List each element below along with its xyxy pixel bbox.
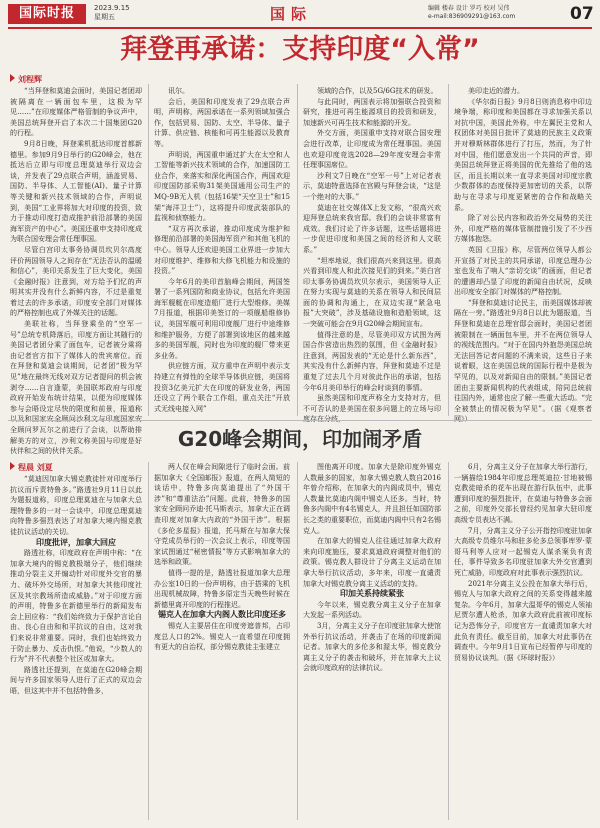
article2-column-2: [154, 462, 290, 820]
paragraph: 领域的合作，以及5G/6G技术的研发。: [317, 87, 438, 95]
credits-line-2: e-mail:836909291@163.com: [428, 13, 516, 20]
masthead: [8, 4, 592, 26]
masthead-rule: [8, 27, 592, 29]
paragraph: 2021年分离主义公投在加拿大举行后，锡克人与加拿大政府之间的关系变得越来越复杂。今年6月，加拿大温哥华的锡克人领袖尼贾尔遭人枪杀，加拿大政府此前被印度标记为恐怖分子，印度官方一直谴责加拿大对此负有责任。截至目前，加拿大对此事仍在调查中。今年9月1日宣布已经暂停与印度的贸易协议谈判。（据《环球时报》）: [454, 579, 592, 662]
byline-marker-icon: [10, 462, 15, 470]
byline-marker-icon: [10, 74, 15, 82]
paragraph: 两人仅在峰会间隙进行了临时会面。前据加拿大《全国邮报》报道，在两人简短的谈话中，特鲁多向莫迪提出了“外国干涉”和“尊重法治”问题。此前，特鲁多的国家安全顾问乔迪·托马斯表示，加拿大正在调查印度对加拿大内政的“外国干涉”。根据《多伦多星报》报道，托马斯在与加拿大保守党成员举行的一次会议上表示，印度等国家试图通过“秘密情报”等方式影响加拿大的选举和政策。: [154, 463, 290, 567]
article2-column-1: [10, 474, 142, 820]
article1-column-1: [10, 86, 142, 456]
paragraph: 在加拿大的锡克人往往通过加拿大政府来向印度施压，要求莫迪政府调整对他们的政策。锡克教人群设计了分离主义运动在加拿大举行抗议活动，多年来，印度一直谴责加拿大对锡克教分离主义活动的支持。: [303, 537, 441, 588]
article1-byline-text: 刘程辉: [18, 75, 42, 84]
paragraph: 值得一提的是，路透社报道加拿大总理办公室10日的一份声明称，由于搭乘的飞机出现机械故障，特鲁多原定当天晚些时候在新德里离开印度的行程推迟。: [154, 568, 290, 609]
paragraph: 沙利文7日晚在“空军一号”上对记者表示，莫迪特意选择在宫殿与拜登会谈，“这是一个绝对的大事。”: [303, 171, 441, 201]
paragraph: 英国《卫报》称，尽管两位领导人都公开宣扬了对民主的共同承诺，印度总理办公室也发布了响人“亲切交谈”的画面，但记者的遭遇却凸显了印度的新闻自由状况，反映出印度安全部门对媒体的严格控制。: [454, 245, 592, 297]
paragraph: 路透社还提到，在莫迪在G20峰会期间与许多国家领导人进行了正式的双边会晤，但这其中并不包括特鲁多，: [10, 665, 142, 695]
paragraph: “双方再次承诺，推动印度成为维护和修理前沿部署的美国海军资产和其他飞机的中心。领导人还欢迎美国工业界进一步加大对印度维护、维修和大修飞机能力和设施的投资。”: [154, 224, 290, 276]
paragraph: 除了对公民内容和政治外交局势的关注外，印度严格的媒体管制措施引发了不少西方媒体抱怨。: [454, 214, 592, 244]
article1-column-3: [303, 86, 441, 416]
article2-headline: G20峰会期间，印加闹矛盾: [177, 427, 423, 451]
paragraph: “莫迪因加拿大锡克教徒针对印度举行抗议而斥责特鲁多。”路透社9月11日以此为题报道称，印度总理莫迪在与加拿大总理特鲁多的一对一会谈中，印度总理莫迪向特鲁多强烈表达了对加拿大境内锡克教徒抗议活动的关切。: [10, 475, 142, 536]
column-divider: [297, 84, 298, 416]
section-title: 国际: [270, 5, 313, 23]
article2-column-4: [454, 462, 592, 820]
column-divider: [148, 84, 149, 416]
paragraph: 值得注意的是，尽管美印双方试图为两国合作营造出热烈的氛围，但《金融时报》注意到，两国发表的“无论是什么新东西”，其实没有什么新鲜内容，拜登和莫迪不过是重复了过去几个月对彼此作出的承诺，包括今年6月美印举行的峰会时谈到的事情。: [303, 330, 441, 392]
paragraph: 锡克人主要居住在印度旁遮普邦，占印度总人口的2%。锡克人一直希望在印度拥有更大的自治权，部分锡克教徒主张建立: [154, 621, 290, 652]
paragraph: “拜登和莫迪讨论民主，而美国媒体却被隔在一旁。”路透社9月8日以此为题报道，当拜登和莫迪在总理官邸会面时，美国记者团被限制在一辆面包车里，并不在两位领导人的视线范围内。“对于在国内外抱怨美国总统无法回答记者问题的不满来说，这些日子来说着眼，这在美国总统的国际行程中是极为罕见的，以及对新闻自由的限制。”美国记者团由主要新闻机构的代表组成，陪同总统前往国内外，通常也应了解一些重大活动。“完全被禁止的情况极为罕见”。（据《观察者: [454, 298, 592, 413]
paragraph: 会后，美国和印度发表了29点联合声明，声明称，两国承诺在一系列领域加强合作，包括贸易、国防、太空、半导体、量子计算、供应链、核能和可再生能源以及教育等。: [154, 97, 290, 148]
article2-byline-text: 程晨 刘夏: [18, 463, 53, 472]
article1-headline: 拜登再承诺：支持印度“入常”: [120, 34, 480, 65]
paragraph: 尽管白宫印太事务协调员坎贝尔高度评价两国领导人之间存在“无法否认的温暖和信心”，美印关系发生了巨大变化，美国《金融时报》注意到，对方给予们忆的声明其实并没有什么新鲜内容，不过是重复着过去的许多承诺，印度安全部门对媒体的严格控制也成了外媒关注的话题。: [10, 245, 142, 318]
paragraph: 《华尔街日报》9月8日则消息称中印边境争端，称印度和美国都在寻求加强关系以对抗中国，美国此外称，中左翼民主党和人权团体对美国日批评了莫迪的民族主义政策并对穆斯林群体进行了打压，然而，为了针对中国，他们愿意发出一个共同的声音，即美国总统拜登正将美国的优先推给了他的选区，而且长期以来一直寻求美国对印度宗教少数群体的态度保持更加密切的关系，以帮助与在寻求与印度更紧密的合作和战略关系。: [454, 97, 592, 212]
paragraph: 美联社称，当拜登乘坐的“空军一号”总统专机降落后，印度方面让其随行的美国记者团分乘了面包车，记者被分乘将由记者官方扣下了媒体人的贵宾席位。而在拜登和莫迪会谈期间，记者团“极为罕见”地在最终无线对双方记者提问的机会被剥夺……自言逢蒙，美国联邦政府与印度政府开始发布统计结果，以便为印度媒体参与会晤设定尽快的限度和前景，报道称 全顾问罗瓦尔之前进行了会谈，以帮助排解美方的对立，沙利文称美国与印度是好伙伴和之间的伙伴关系。: [10, 320, 142, 456]
paragraph: 今年以来，锡克教分离主义分子在加拿大发起一系列活动。: [303, 600, 441, 620]
article1-byline: [10, 74, 42, 85]
paragraph: 3月，分离主义分子在印度驻加拿大使馆外举行抗议活动，并袭击了在场的印度新闻记者。加拿大的多伦多和渥太华，锡克教分离主义分子的袭击和破坏，并在加拿大上议会就印度政府的法律抗议。: [303, 621, 441, 673]
column-divider: [297, 462, 298, 820]
subheading: 印加关系持续紧张: [340, 589, 404, 599]
subheading: 印度批评，加拿大回应: [36, 537, 116, 547]
paragraph: “坦率地说，我们很高兴来到这里。很高兴看到印度人和此次接见们的到来。”美白宫印太事务协调员坎贝尔表示，美国领导人正在努力实现与莫迪的关系在领导人和民间层面的协调和沟通上，在双边实现“紧急电报”大突破”，涉及基础设施和造船领域，这一突破可能会在9月G20峰会期间宣布。: [303, 256, 441, 329]
column-divider: [448, 84, 449, 416]
column-divider: [448, 462, 449, 820]
paragraph: 供应链方面，双方重申在声明中表示支持建立有弹性的全球半导体供应链，美国将投资3亿美元扩大在印度的研发业务，两国还设立了两个联合工作组，重点关注“开放式无线电接入网”: [154, 362, 290, 413]
paragraph: “当拜登和莫迪会面时，美国记者团却被隔离在一辆面包车里，这极为罕见……”在印度媒体严格管制的争议声中，美国总统拜登开启了本次二十国集团G20的行程。: [10, 87, 142, 138]
credits-line-1: 编辑 楼春 设计 罗巧 校对 吴伟: [428, 5, 510, 12]
paragraph: 与此同时，两国表示将加强联合投资和研究，推进可再生能源项目的投资和研发，加速新兴可再生技术和能源的开发。: [303, 97, 441, 127]
paragraph: 7月，分离主义分子公开指控印度驻加拿大高级专员维尔马和驻多伦多总领事库罗·蒙哥马利等人应对一起锡克人谋杀案负有责任，事件导致多名印度驻加拿大外交官遭到死亡威胁，印度政府对此事表示强烈抗议。: [454, 526, 592, 577]
column-divider: [148, 462, 149, 820]
paragraph: 外交方面，美国重申支持对联合国安理会进行改革，让印度成为常任理事国。美国也欢迎印度竞选2028—29年度安理会非常任理事国席位。: [303, 129, 441, 170]
article1-column-4: [454, 86, 592, 416]
editorial-credits: [428, 5, 515, 21]
newspaper-logo: 国际时报: [8, 4, 86, 24]
paragraph: 讯尔。: [168, 87, 189, 95]
paragraph: 图他离开印度。加拿大是除印度外锡克人数最多的国家，加拿大锡克教人数自2016年曾介绍称，在加拿大的内阁成员中，锡克人数量比莫迪内阁中锡克人还多。当时，特鲁多内阁中有4名锡克人，并且担任如国防部长之类的重要职位，而莫迪内阁中只有2名锡克人。: [303, 463, 441, 535]
article2-column-3: [303, 462, 441, 820]
paragraph: 6月，分离主义分子在加拿大举行游行，一辆描绘1984年印度总理英迪拉·甘地被锡克教徒暗杀的花车出现在游行队伍中，此事遭到印度的强烈批评，在莫迪与特鲁多会面之前，印度外交部长曾经约见加拿大驻印度高级专员表达不满。: [454, 463, 592, 524]
paragraph: 虽然美国和印度声称全力支持对方，但不可否认的是美国在很多问题上的立场与印: [303, 394, 441, 413]
article1-column-2: [154, 86, 290, 416]
weekday-text: 星期五: [94, 13, 115, 21]
paragraph: 9月8日晚，拜登乘机抵达印度首都新德里。参加9月9日举行的G20峰会，他在抵达后立即与印度总理莫迪举行双边会谈，并发表了29点联合声明，涵盖贸易、国防、半导体、人工智能(AI)、量子计算等关键和新兴技术领域的合作，声明说到，美国“工业界将加大对印度的投资，致力于推动印度打造成推护前沿部署的美国海军资产的中心”。美国还重申支持印度成为联合国安理会常任理事国。: [10, 139, 142, 244]
paragraph: 路透社称，印度政府在声明中称：“在加拿大境内的锡克教极端分子，他们继续推动分裂主义并煽动针对印度外交官的暴力、破坏外交场所，对加拿大其他印度社区及其宗教场所造成威胁。”对于印度方面的声明，特鲁多在新德里举行的新闻发布会上回应称：“我们始终致力于保护言论自由、良心自由和和平抗议的自由，这对我们来说非常重要。同时，我们也始终致力于防止暴力、反击仇恨。”他说，“少数人的行为”并不代表整个社区或加拿大。: [10, 549, 142, 664]
issue-date: [94, 4, 130, 22]
paragraph: 莫迪在社交媒体X上发文称，“很高兴欢迎拜登总统来我官邸。我们的会谈非常富有成效。我们讨论了许多话题，这些话题将进一步促进印度和美国之间的经济和人文联系。”: [303, 203, 441, 254]
page-number: 07: [570, 4, 594, 24]
paragraph: 声明说，两国重申通过扩大在太空和人工智能等新兴技术领域的合作，加速国防工业合作，来落实和深化两国合作，两国欢迎印度国防部采购31架美国通用公司生产的MQ-9B无人机（包括16架“天空卫士”和15架“海洋卫士”），这将提升印度武装部队的监视和侦察能力。: [154, 150, 290, 223]
article2-byline: [10, 462, 53, 473]
date-text: 2023.9.15: [94, 4, 130, 12]
subheading: 锡克人在加拿大内阁人数比印度还多: [158, 610, 286, 620]
paragraph: 今年6月的美印首脑峰会期间，两国签署了一系列国防和商业协议，包括允许美国海军舰艇在印度造船厂进行大型维修。美媒7月报道，根据印美签订的一项舰船维修协议，美国军舰可利用印度舰厂进行中途维修和维护服务，方便了部署到该地区的越来越多的美国军舰，同时也为印度的舰厂带来更多业务。: [154, 277, 290, 360]
paragraph: 美印走近的潜力。: [468, 87, 524, 95]
